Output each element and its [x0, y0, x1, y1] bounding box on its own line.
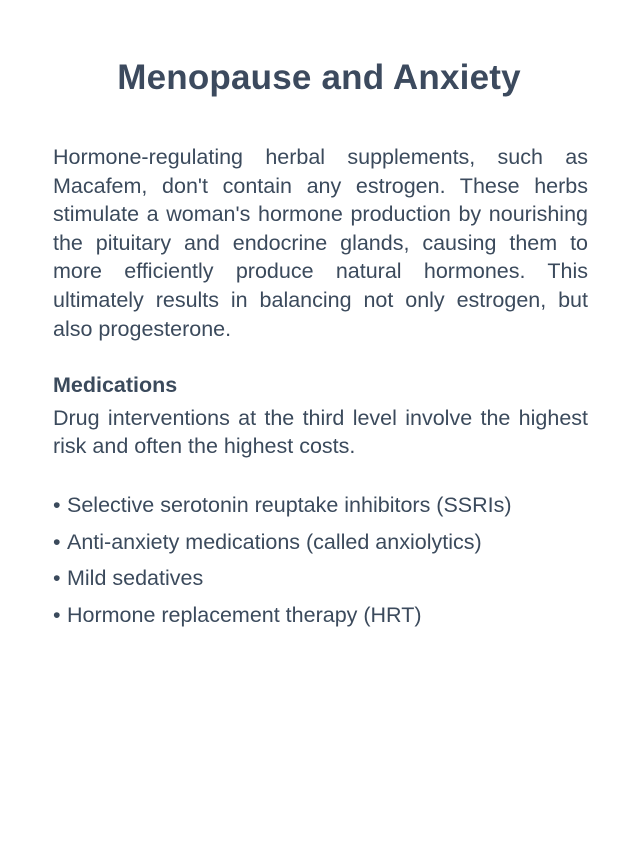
section-paragraph: Drug interventions at the third level involve the highest risk and often the highest costs.: [53, 405, 588, 459]
list-item: [53, 564, 588, 593]
bullet-icon: •: [53, 529, 61, 554]
bullet-icon: •: [53, 566, 61, 591]
page-title: Menopause and Anxiety: [117, 58, 521, 97]
list-item: [53, 528, 588, 557]
list-item: [53, 491, 588, 520]
list-item-text: Anti-anxiety medications (called anxiolytics): [67, 529, 482, 554]
bullet-list: [53, 491, 588, 629]
bullet-icon: •: [53, 602, 61, 627]
content-body: [53, 143, 588, 637]
list-item: [53, 601, 588, 630]
list-item-text: Selective serotonin reuptake inhibitors (SSRIs): [67, 492, 512, 517]
intro-paragraph: Hormone-regulating herbal supplements, such as Macafem, don't contain any estrogen. These herbs stimulate a woman's hormone production by nourishing the pituitary and endocrine glands, causing them to more efficiently produce natural hormones. This ultimately results in balancing not only estrogen, but also progesterone.: [53, 145, 588, 341]
list-item-text: Mild sedatives: [67, 566, 204, 591]
list-item-text: Hormone replacement therapy (HRT): [67, 602, 422, 627]
bullet-icon: •: [53, 492, 61, 517]
section-heading: Medications: [53, 373, 178, 398]
